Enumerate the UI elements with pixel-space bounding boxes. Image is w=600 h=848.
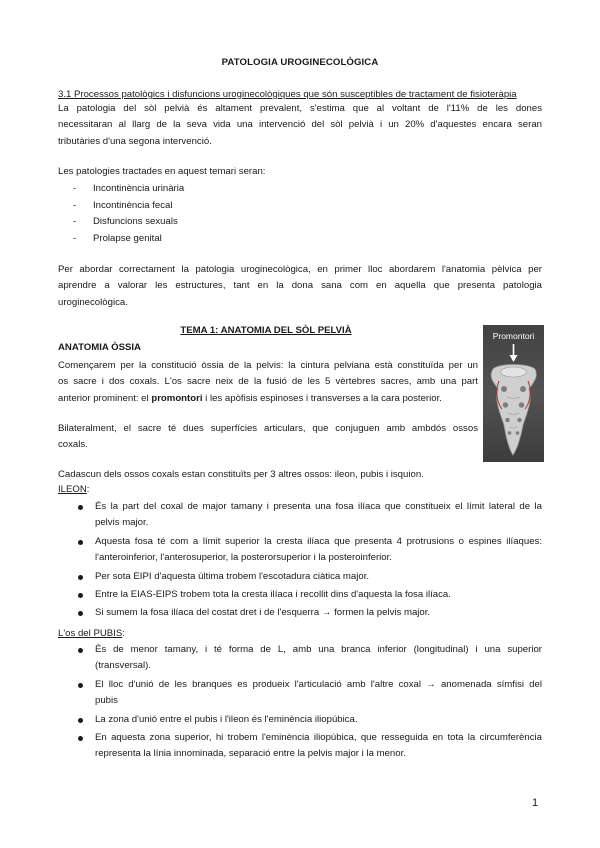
intro-line: La patologia del sòl pelvià és altament prevalent, s'estima que al voltant de l'11% de les dones: [58, 103, 542, 114]
list-item: [78, 587, 542, 603]
list-line: Si sumem la fosa ilíaca del costat dret i de l'esquerra → formen la pelvis major.: [95, 607, 431, 619]
promontori-label: Promontori: [492, 331, 535, 341]
ossia-line-part: anterior prominent: el: [58, 392, 152, 404]
ossia-line: Començarem per la constitució òssia de la pelvis: la cintura pelviana està constituïda per un: [58, 360, 478, 371]
list-line: És la part del coxal de major tamany i presenta una fosa ilíaca que constitueix el límit lateral de la: [95, 501, 542, 512]
list-item: - Prolapse genital: [73, 231, 184, 248]
bilateral-paragraph: [58, 421, 478, 454]
anatomia-heading: ANATOMIA ÒSSIA: [58, 342, 141, 353]
intro-line: tributàries d'una segona intervenció.: [58, 135, 212, 147]
abordar-line: aprendre a valorar les estructures, tant en la dona sana com en aquella que presenta patologia: [58, 280, 542, 292]
tema-title: TEMA 1: ANATOMIA DEL SÒL PELVIÀ: [180, 325, 352, 336]
list-line: l'anteroinferior, l'anterosuperior, la posterorsuperior i la posteroinferior.: [95, 552, 392, 564]
list-item: [78, 642, 542, 675]
list-line: (transversal).: [95, 660, 151, 672]
list-line: La zona d'unió entre el pubis i l'ileon és l'eminència iliopúbica.: [95, 713, 358, 725]
list-line: representa la línia innominada, separació entre la pelvis major i la menor.: [95, 748, 406, 760]
list-item: [78, 534, 542, 567]
bilateral-line: Bilateralment, el sacre té dues superfícies articulars, que conjuguen amb ambdós ossos: [58, 423, 478, 434]
ileon-heading: [58, 484, 89, 495]
document-title: PATOLOGIA UROGINECOLÒGICA: [221, 57, 379, 68]
patologies-intro: Les patologies tractades en aquest temari seran:: [58, 166, 266, 177]
abordar-paragraph: [58, 262, 542, 311]
list-line: Per sota EIPI d'aquesta última trobem l'escotadura ciàtica major.: [95, 570, 370, 582]
pubis-list: [78, 642, 542, 765]
list-item: [78, 730, 542, 763]
pubis-heading-text: PUBIS: [93, 628, 123, 639]
ossia-line: os sacre i dos coxals. L'os sacre neix de la fusió de les 5 vèrtebres sacres, amb una part: [58, 376, 478, 388]
list-line: Aquesta fosa té com a límit superior la cresta ilíaca que presenta 4 protrusions o espines ilíaques:: [95, 535, 542, 547]
list-line: Entre la EIAS-EIPS trobem tota la cresta ilíaca i recollit dins d'aquesta la fosa ilíaca.: [95, 588, 451, 600]
cadascun-text: Cadascun dels ossos coxals estan constituïts per 3 altres ossos: ileon, pubis i isquion.: [58, 469, 424, 480]
ossia-paragraph: [58, 358, 478, 407]
pubis-colon: :: [122, 628, 125, 639]
list-line: El lloc d'unió de les branques es produeix l'articulació amb l'altre coxal → anomenada símfisi del: [95, 678, 542, 690]
pubis-prefix: L'os del: [58, 628, 94, 639]
list-item: [78, 499, 542, 532]
section-heading: 3.1 Processos patològics i disfuncions uroginecològiques que són susceptibles de tractament de fisioteràpia: [58, 89, 517, 100]
list-item: - Incontinència fecal: [73, 198, 184, 215]
list-item: [78, 712, 542, 728]
sacrum-illustration: [483, 325, 544, 462]
list-item: - Incontinència urinària: [73, 181, 184, 198]
list-line: pubis: [95, 695, 118, 707]
pubis-heading: [58, 628, 125, 639]
abordar-line: Per abordar correctament la patologia uroginecològica, en primer lloc abordarem l'anatomia pèlvica per: [58, 264, 542, 275]
intro-paragraph: [58, 101, 542, 150]
promontori-term: promontori: [151, 392, 203, 404]
list-item: [78, 677, 542, 710]
ossia-line-part: i les apòfisis espinoses i transverses a la cara posterior.: [202, 392, 442, 404]
ileon-list: [78, 499, 542, 624]
ileon-colon: :: [86, 484, 90, 495]
list-line: És de menor tamany, i té forma de L, amb una branca inferior (longitudinal) i una superior: [95, 644, 542, 655]
list-line: En aquesta zona superior, hi trobem l'eminència iliopúbica, que resseguida en tota la circumferència: [95, 731, 542, 743]
page-number: 1: [532, 797, 539, 809]
list-item: - Disfuncions sexuals: [73, 214, 184, 231]
ossia-line: [58, 391, 478, 407]
patologies-list: [73, 181, 184, 247]
list-item: [78, 569, 542, 585]
abordar-line: uroginecològica.: [58, 296, 128, 308]
ileon-heading-text: ILEON: [58, 484, 87, 495]
intro-line: necessitaran al llarg de la seva vida una intervenció del sòl pelvià i un 20% d'aquestes encara seran: [58, 119, 542, 131]
bilateral-line: coxals.: [58, 439, 88, 451]
sacrum-figure: [483, 325, 544, 462]
list-line: pelvis major.: [95, 517, 149, 529]
list-item: [78, 605, 542, 621]
